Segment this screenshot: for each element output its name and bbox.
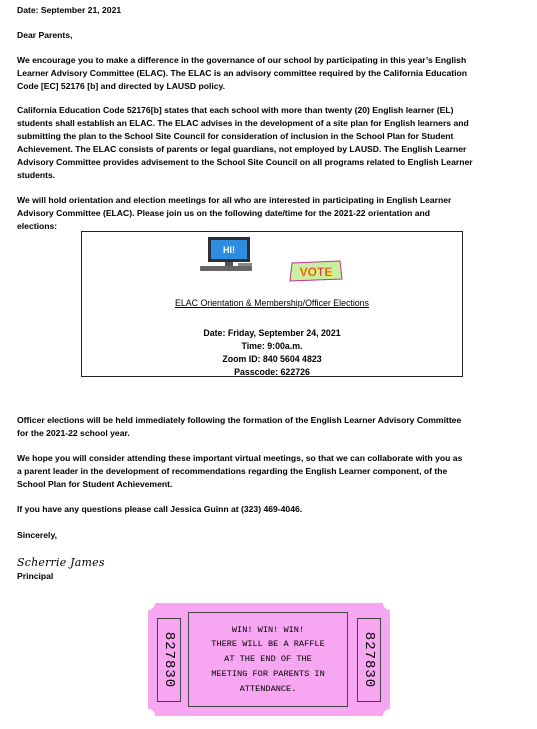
- paragraph-line: Code [EC] 52176 [b] and directed by LAUSD policy.: [17, 81, 226, 91]
- ticket-number-right: [357, 618, 381, 702]
- monitor-text: HI!: [223, 245, 235, 255]
- paragraph-line: submitting the plan to the School Site Council for consideration of inclusion in the School Plan for Student: [17, 131, 454, 141]
- meeting-time: Time: 9:00a.m.: [241, 341, 303, 351]
- contact-paragraph: If you have any questions please call Jessica Guinn at (323) 469-4046.: [17, 504, 303, 514]
- vote-icon: [289, 260, 343, 282]
- paragraph-line: Advisory Committee provides advisement to the School Site Council on all programs related to English Learner: [17, 157, 473, 167]
- zoom-passcode: Passcode: 622726: [234, 367, 310, 377]
- ticket-number-left: [157, 618, 181, 702]
- meeting-info-box: [81, 231, 463, 377]
- ticket-notch: [141, 709, 155, 723]
- paragraph-line: students shall establish an ELAC. The ELAC advises in the development of a site plan for English learners and: [17, 118, 469, 128]
- closing: Sincerely,: [17, 530, 57, 540]
- date-line: Date: September 21, 2021: [17, 5, 122, 15]
- ticket-line: WIN! WIN! WIN!: [231, 625, 305, 635]
- paragraph-line: a parent leader in the development of recommendations regarding the English Learner component, of the: [17, 466, 448, 476]
- paragraph-line: We encourage you to make a difference in the governance of our school by participating in this year’s English: [17, 55, 467, 65]
- zoom-id: Zoom ID: 840 5604 4823: [222, 354, 322, 364]
- ticket-line: MEETING FOR PARENTS IN: [211, 669, 325, 679]
- paragraph-line: elections:: [17, 221, 58, 231]
- paragraph-line: Achievement. The ELAC consists of parents or legal guardians, not employed by LAUSD. The English Learner: [17, 144, 467, 154]
- ticket-notch: [141, 596, 155, 610]
- signer-title: Principal: [17, 571, 54, 581]
- signature: Scherrie James: [17, 556, 105, 569]
- paragraph-line: for the 2021-22 school year.: [17, 428, 130, 438]
- salutation: Dear Parents,: [17, 30, 73, 40]
- paragraph-line: Learner Advisory Committee (ELAC). The ELAC is an advisory committee required by the California Education: [17, 68, 467, 78]
- ticket-message: [188, 612, 348, 707]
- raffle-ticket: [148, 603, 390, 716]
- paragraph-line: We hope you will consider attending these important virtual meetings, so that we can collaborate with you as: [17, 453, 463, 463]
- ticket-notch: [383, 596, 397, 610]
- paragraph-line: Officer elections will be held immediately following the formation of the English Learner Advisory Committee: [17, 415, 462, 425]
- ticket-line: THERE WILL BE A RAFFLE: [211, 639, 325, 649]
- meeting-title: ELAC Orientation & Membership/Officer Elections: [175, 298, 369, 308]
- computer-monitor-icon: [200, 237, 255, 273]
- paragraph-line: Advisory Committee (ELAC). Please join us on the following date/time for the 2021-22 orientation and: [17, 208, 431, 218]
- meeting-date: Date: Friday, September 24, 2021: [203, 328, 341, 338]
- paragraph-line: We will hold orientation and election meetings for all who are interested in participating in English Learner: [17, 195, 452, 205]
- vote-text: VOTE: [299, 265, 333, 279]
- paragraph-line: California Education Code 52176[b] states that each school with more than twenty (20) English learner (EL): [17, 105, 454, 115]
- ticket-number: 827830: [161, 631, 177, 689]
- ticket-line: AT THE END OF THE: [224, 654, 312, 664]
- paragraph-line: students.: [17, 170, 56, 180]
- paragraph-line: School Plan for Student Achievement.: [17, 479, 173, 489]
- ticket-notch: [383, 709, 397, 723]
- ticket-line: ATTENDANCE.: [239, 684, 297, 694]
- ticket-number: 827830: [361, 631, 377, 689]
